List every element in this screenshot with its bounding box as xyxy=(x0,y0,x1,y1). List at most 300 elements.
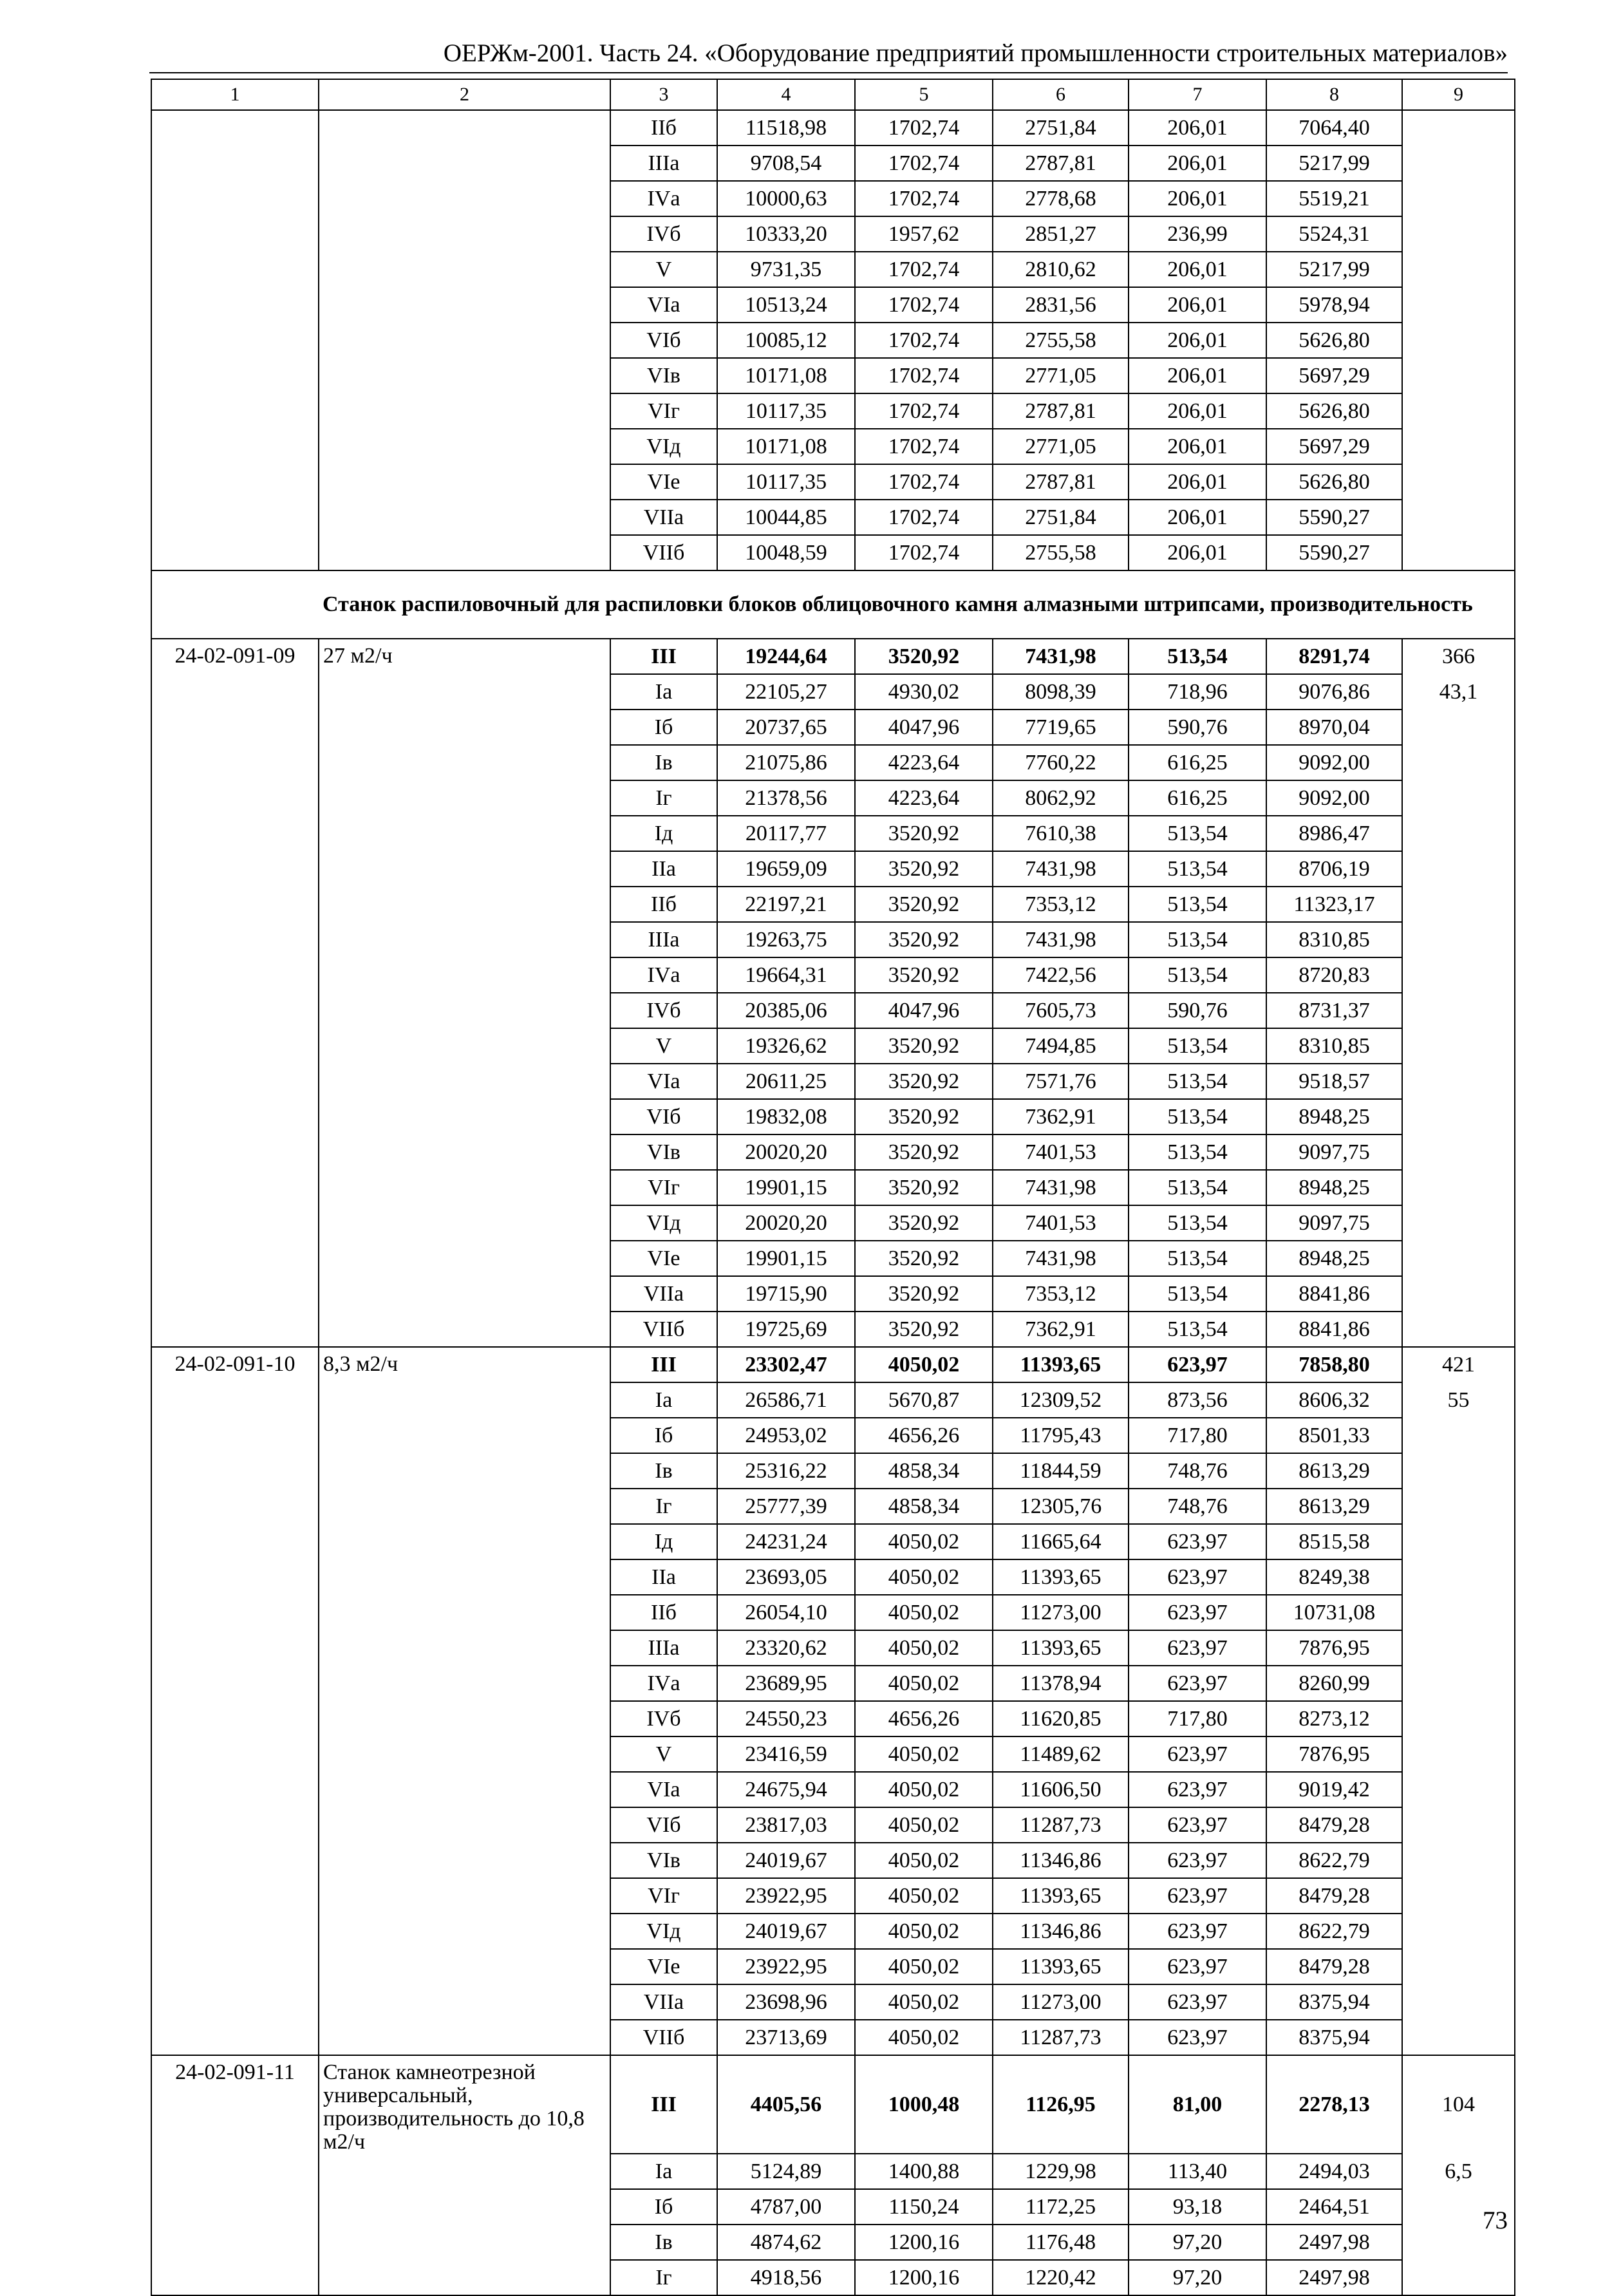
value-cell: 717,80 xyxy=(1129,1701,1266,1736)
value-cell: 20020,20 xyxy=(717,1134,855,1170)
table-row xyxy=(151,287,1515,323)
region-cell: VIа xyxy=(610,287,717,323)
value-cell: 11346,86 xyxy=(993,1843,1129,1878)
value-cell: 623,97 xyxy=(1129,1630,1266,1666)
value-cell: 20385,06 xyxy=(717,993,855,1028)
rate-code-cell xyxy=(151,500,319,535)
region-cell: Iа xyxy=(610,674,717,710)
col9-cell xyxy=(1402,1949,1515,1984)
value-cell: 623,97 xyxy=(1129,1666,1266,1701)
equipment-name-cell xyxy=(319,1134,610,1170)
value-cell: 623,97 xyxy=(1129,1524,1266,1559)
value-cell: 4050,02 xyxy=(855,1347,993,1382)
value-cell: 1200,16 xyxy=(855,2260,993,2295)
col9-cell xyxy=(1402,393,1515,429)
rate-code-cell xyxy=(151,745,319,780)
value-cell: 3520,92 xyxy=(855,887,993,922)
equipment-name: Станок камнеотрезной универсальный, производительность до 10,8 м2/ч xyxy=(323,2060,585,2154)
value-cell: 25777,39 xyxy=(717,1489,855,1524)
region-cell: VIг xyxy=(610,393,717,429)
value-cell: 5626,80 xyxy=(1266,393,1402,429)
value-cell: 1702,74 xyxy=(855,393,993,429)
rate-code-cell xyxy=(151,287,319,323)
value-cell: 8375,94 xyxy=(1266,1984,1402,2020)
table-row xyxy=(151,1064,1515,1099)
value-cell: 3520,92 xyxy=(855,1064,993,1099)
value-cell: 1000,48 xyxy=(855,2055,993,2154)
value-cell: 11378,94 xyxy=(993,1666,1129,1701)
equipment-name-cell xyxy=(319,287,610,323)
value-cell: 4050,02 xyxy=(855,1559,993,1595)
value-cell: 4050,02 xyxy=(855,1914,993,1949)
value-cell: 4050,02 xyxy=(855,1666,993,1701)
table-row xyxy=(151,1312,1515,1347)
value-cell: 23713,69 xyxy=(717,2020,855,2055)
col9-cell xyxy=(1402,146,1515,181)
value-cell: 23698,96 xyxy=(717,1984,855,2020)
table-row xyxy=(151,1241,1515,1276)
value-cell: 8375,94 xyxy=(1266,2020,1402,2055)
equipment-name-cell xyxy=(319,323,610,358)
value-cell: 8273,12 xyxy=(1266,1701,1402,1736)
value-cell: 4656,26 xyxy=(855,1701,993,1736)
value-cell: 206,01 xyxy=(1129,181,1266,216)
region-cell: IIа xyxy=(610,851,717,887)
col9-cell xyxy=(1402,1666,1515,1701)
region-cell: Iб xyxy=(610,1418,717,1453)
value-cell: 97,20 xyxy=(1129,2260,1266,2295)
rate-code-cell xyxy=(151,146,319,181)
region-cell: IIб xyxy=(610,887,717,922)
equipment-name-cell xyxy=(319,110,610,146)
value-cell: 10048,59 xyxy=(717,535,855,570)
col9-cell xyxy=(1402,1418,1515,1453)
value-cell: 19832,08 xyxy=(717,1099,855,1134)
rate-code-cell xyxy=(151,1666,319,1701)
region-cell: IVб xyxy=(610,993,717,1028)
value-cell: 7431,98 xyxy=(993,639,1129,674)
table-row xyxy=(151,1630,1515,1666)
equipment-name-cell xyxy=(319,393,610,429)
value-cell: 1702,74 xyxy=(855,323,993,358)
value-cell: 8720,83 xyxy=(1266,957,1402,993)
value-cell: 11795,43 xyxy=(993,1418,1129,1453)
column-number: 1 xyxy=(151,79,319,110)
value-cell: 1702,74 xyxy=(855,181,993,216)
region-cell: IIIа xyxy=(610,146,717,181)
equipment-name-cell xyxy=(319,2260,610,2295)
equipment-name-cell xyxy=(319,2189,610,2225)
equipment-name-cell xyxy=(319,1312,610,1347)
equipment-name-cell xyxy=(319,2055,610,2154)
value-cell: 513,54 xyxy=(1129,1205,1266,1241)
col9-cell xyxy=(1402,1241,1515,1276)
value-cell: 10117,35 xyxy=(717,464,855,500)
value-cell: 2831,56 xyxy=(993,287,1129,323)
value-cell: 8260,99 xyxy=(1266,1666,1402,1701)
value-cell: 1176,48 xyxy=(993,2225,1129,2260)
rate-code-cell xyxy=(151,1807,319,1843)
table-row xyxy=(151,535,1515,570)
value-cell: 12309,52 xyxy=(993,1382,1129,1418)
value-cell: 2787,81 xyxy=(993,146,1129,181)
region-cell: VIб xyxy=(610,323,717,358)
table-row xyxy=(151,887,1515,922)
region-cell: VIд xyxy=(610,429,717,464)
value-cell: 513,54 xyxy=(1129,1028,1266,1064)
region-cell: IIб xyxy=(610,110,717,146)
value-cell: 8970,04 xyxy=(1266,710,1402,745)
value-cell: 26054,10 xyxy=(717,1595,855,1630)
value-cell: 97,20 xyxy=(1129,2225,1266,2260)
rate-code-cell xyxy=(151,639,319,674)
equipment-name-cell xyxy=(319,1701,610,1736)
value-cell: 5590,27 xyxy=(1266,500,1402,535)
value-cell: 9708,54 xyxy=(717,146,855,181)
equipment-name-cell xyxy=(319,639,610,674)
equipment-name-cell xyxy=(319,535,610,570)
value-cell: 623,97 xyxy=(1129,1843,1266,1878)
value-cell: 623,97 xyxy=(1129,1347,1266,1382)
rate-code-cell xyxy=(151,393,319,429)
col9-cell: 421 xyxy=(1402,1347,1515,1382)
value-cell: 748,76 xyxy=(1129,1489,1266,1524)
value-cell: 3520,92 xyxy=(855,816,993,851)
table-row xyxy=(151,1807,1515,1843)
value-cell: 7494,85 xyxy=(993,1028,1129,1064)
rate-code-cell xyxy=(151,1772,319,1807)
value-cell: 623,97 xyxy=(1129,1559,1266,1595)
value-cell: 8479,28 xyxy=(1266,1949,1402,1984)
value-cell: 4223,64 xyxy=(855,780,993,816)
table-row xyxy=(151,1170,1515,1205)
equipment-name-cell xyxy=(319,780,610,816)
col9-cell xyxy=(1402,1984,1515,2020)
rate-code-cell xyxy=(151,1630,319,1666)
value-cell: 2787,81 xyxy=(993,393,1129,429)
value-cell: 4050,02 xyxy=(855,1772,993,1807)
col9-cell xyxy=(1402,1134,1515,1170)
value-cell: 206,01 xyxy=(1129,323,1266,358)
value-cell: 1702,74 xyxy=(855,110,993,146)
value-cell: 8622,79 xyxy=(1266,1843,1402,1878)
table-row xyxy=(151,1559,1515,1595)
value-cell: 3520,92 xyxy=(855,851,993,887)
value-cell: 7431,98 xyxy=(993,851,1129,887)
value-cell: 4050,02 xyxy=(855,1630,993,1666)
value-cell: 513,54 xyxy=(1129,851,1266,887)
value-cell: 3520,92 xyxy=(855,1205,993,1241)
col9-cell: 104 xyxy=(1402,2055,1515,2154)
col9-cell xyxy=(1402,1914,1515,1949)
value-cell: 19659,09 xyxy=(717,851,855,887)
equipment-name-cell xyxy=(319,1559,610,1595)
value-cell: 513,54 xyxy=(1129,1099,1266,1134)
region-cell: VIв xyxy=(610,358,717,393)
value-cell: 11323,17 xyxy=(1266,887,1402,922)
table-row xyxy=(151,2225,1515,2260)
value-cell: 113,40 xyxy=(1129,2154,1266,2189)
equipment-name-cell xyxy=(319,1347,610,1382)
value-cell: 8249,38 xyxy=(1266,1559,1402,1595)
value-cell: 590,76 xyxy=(1129,993,1266,1028)
table-row xyxy=(151,2189,1515,2225)
value-cell: 623,97 xyxy=(1129,1878,1266,1914)
value-cell: 19664,31 xyxy=(717,957,855,993)
equipment-name-cell xyxy=(319,1382,610,1418)
equipment-name-cell xyxy=(319,1524,610,1559)
equipment-name-cell xyxy=(319,1984,610,2020)
value-cell: 10731,08 xyxy=(1266,1595,1402,1630)
column-numbers-row xyxy=(151,79,1515,110)
rate-code-cell xyxy=(151,535,319,570)
rates-table xyxy=(151,79,1515,2296)
value-cell: 4050,02 xyxy=(855,1595,993,1630)
table-row xyxy=(151,993,1515,1028)
equipment-name-cell xyxy=(319,710,610,745)
rate-code-cell xyxy=(151,1736,319,1772)
rate-code-cell xyxy=(151,358,319,393)
table-row xyxy=(151,922,1515,957)
value-cell: 1220,42 xyxy=(993,2260,1129,2295)
value-cell: 8098,39 xyxy=(993,674,1129,710)
value-cell: 8841,86 xyxy=(1266,1276,1402,1312)
table-row xyxy=(151,500,1515,535)
value-cell: 11393,65 xyxy=(993,1949,1129,1984)
rate-code-cell xyxy=(151,816,319,851)
col9-cell xyxy=(1402,780,1515,816)
equipment-name xyxy=(323,111,606,116)
value-cell: 7401,53 xyxy=(993,1134,1129,1170)
region-cell: V xyxy=(610,1028,717,1064)
region-cell: VIа xyxy=(610,1772,717,1807)
value-cell: 8606,32 xyxy=(1266,1382,1402,1418)
value-cell: 20020,20 xyxy=(717,1205,855,1241)
region-cell: VIе xyxy=(610,1949,717,1984)
value-cell: 513,54 xyxy=(1129,957,1266,993)
region-cell: Iв xyxy=(610,745,717,780)
col9-cell xyxy=(1402,110,1515,146)
value-cell: 4050,02 xyxy=(855,1949,993,1984)
value-cell: 19725,69 xyxy=(717,1312,855,1347)
value-cell: 1702,74 xyxy=(855,287,993,323)
col9-cell xyxy=(1402,1701,1515,1736)
col9-cell xyxy=(1402,922,1515,957)
value-cell: 206,01 xyxy=(1129,535,1266,570)
equipment-name-cell xyxy=(319,2154,610,2189)
value-cell: 4050,02 xyxy=(855,1524,993,1559)
rate-code-cell xyxy=(151,993,319,1028)
value-cell: 3520,92 xyxy=(855,639,993,674)
value-cell: 5697,29 xyxy=(1266,429,1402,464)
rate-code-cell xyxy=(151,1312,319,1347)
value-cell: 11393,65 xyxy=(993,1630,1129,1666)
value-cell: 623,97 xyxy=(1129,1949,1266,1984)
region-cell: VIд xyxy=(610,1205,717,1241)
value-cell: 7353,12 xyxy=(993,1276,1129,1312)
region-cell: VIв xyxy=(610,1843,717,1878)
value-cell: 7362,91 xyxy=(993,1312,1129,1347)
col9-cell xyxy=(1402,464,1515,500)
table-row xyxy=(151,1914,1515,1949)
value-cell: 11393,65 xyxy=(993,1347,1129,1382)
rate-code-cell xyxy=(151,1701,319,1736)
value-cell: 21075,86 xyxy=(717,745,855,780)
rate-code-cell xyxy=(151,1347,319,1382)
rate-code-cell xyxy=(151,429,319,464)
region-cell: VIIб xyxy=(610,2020,717,2055)
value-cell: 5978,94 xyxy=(1266,287,1402,323)
value-cell: 8515,58 xyxy=(1266,1524,1402,1559)
rate-code-cell xyxy=(151,1134,319,1170)
col9-cell xyxy=(1402,710,1515,745)
rate-code: 24-02-091-09 xyxy=(174,644,295,668)
region-cell: VIб xyxy=(610,1807,717,1843)
table-row xyxy=(151,464,1515,500)
table-row xyxy=(151,1276,1515,1312)
value-cell: 236,99 xyxy=(1129,216,1266,252)
column-number: 2 xyxy=(319,79,610,110)
value-cell: 623,97 xyxy=(1129,1772,1266,1807)
value-cell: 1702,74 xyxy=(855,252,993,287)
value-cell: 11844,59 xyxy=(993,1453,1129,1489)
equipment-name-cell xyxy=(319,429,610,464)
col9-cell xyxy=(1402,287,1515,323)
value-cell: 8841,86 xyxy=(1266,1312,1402,1347)
equipment-name-cell xyxy=(319,887,610,922)
col9-cell: 43,1 xyxy=(1402,674,1515,710)
col9-cell xyxy=(1402,745,1515,780)
table-row xyxy=(151,1736,1515,1772)
region-cell: III xyxy=(610,639,717,674)
col9-cell xyxy=(1402,1028,1515,1064)
equipment-name-cell xyxy=(319,1453,610,1489)
value-cell: 93,18 xyxy=(1129,2189,1266,2225)
col9-cell xyxy=(1402,1099,1515,1134)
value-cell: 513,54 xyxy=(1129,1064,1266,1099)
value-cell: 23416,59 xyxy=(717,1736,855,1772)
value-cell: 23817,03 xyxy=(717,1807,855,1843)
value-cell: 1200,16 xyxy=(855,2225,993,2260)
table-row xyxy=(151,2055,1515,2154)
value-cell: 11393,65 xyxy=(993,1878,1129,1914)
value-cell: 7760,22 xyxy=(993,745,1129,780)
value-cell: 2751,84 xyxy=(993,500,1129,535)
table-row xyxy=(151,216,1515,252)
equipment-name-cell xyxy=(319,1949,610,1984)
value-cell: 513,54 xyxy=(1129,1312,1266,1347)
value-cell: 19263,75 xyxy=(717,922,855,957)
table-row xyxy=(151,745,1515,780)
value-cell: 5626,80 xyxy=(1266,323,1402,358)
column-number: 6 xyxy=(993,79,1129,110)
value-cell: 1957,62 xyxy=(855,216,993,252)
value-cell: 11273,00 xyxy=(993,1595,1129,1630)
value-cell: 206,01 xyxy=(1129,252,1266,287)
value-cell: 1702,74 xyxy=(855,464,993,500)
value-cell: 24953,02 xyxy=(717,1418,855,1453)
equipment-name-cell xyxy=(319,851,610,887)
value-cell: 9092,00 xyxy=(1266,745,1402,780)
value-cell: 206,01 xyxy=(1129,393,1266,429)
region-cell: Iг xyxy=(610,1489,717,1524)
rate-code-cell xyxy=(151,780,319,816)
equipment-name-cell xyxy=(319,358,610,393)
rate-code-cell xyxy=(151,922,319,957)
equipment-name-cell xyxy=(319,1878,610,1914)
region-cell: Iа xyxy=(610,2154,717,2189)
value-cell: 9076,86 xyxy=(1266,674,1402,710)
region-cell: Iд xyxy=(610,816,717,851)
value-cell: 5524,31 xyxy=(1266,216,1402,252)
rate-code-cell xyxy=(151,1489,319,1524)
equipment-name: 8,3 м2/ч xyxy=(323,1352,398,1376)
table-row xyxy=(151,1524,1515,1559)
rate-code-cell xyxy=(151,957,319,993)
equipment-name-cell xyxy=(319,993,610,1028)
value-cell: 8731,37 xyxy=(1266,993,1402,1028)
value-cell: 7401,53 xyxy=(993,1205,1129,1241)
value-cell: 19901,15 xyxy=(717,1170,855,1205)
region-cell: IIIа xyxy=(610,1630,717,1666)
page-header: ОЕРЖм-2001. Часть 24. «Оборудование предприятий промышленности строительных материалов» xyxy=(443,39,1508,67)
value-cell: 1172,25 xyxy=(993,2189,1129,2225)
equipment-name-cell xyxy=(319,816,610,851)
rate-code-cell xyxy=(151,1418,319,1453)
table-row xyxy=(151,323,1515,358)
equipment-name-cell xyxy=(319,1630,610,1666)
value-cell: 23302,47 xyxy=(717,1347,855,1382)
region-cell: Iб xyxy=(610,2189,717,2225)
region-cell: VIIа xyxy=(610,500,717,535)
equipment-name-cell xyxy=(319,745,610,780)
equipment-name-cell xyxy=(319,500,610,535)
table-row xyxy=(151,1949,1515,1984)
value-cell: 7876,95 xyxy=(1266,1630,1402,1666)
value-cell: 3520,92 xyxy=(855,1170,993,1205)
value-cell: 20117,77 xyxy=(717,816,855,851)
column-number: 5 xyxy=(855,79,993,110)
col9-cell xyxy=(1402,1843,1515,1878)
table-row xyxy=(151,1489,1515,1524)
table-row xyxy=(151,1028,1515,1064)
equipment-name-cell xyxy=(319,1205,610,1241)
region-cell: IIа xyxy=(610,1559,717,1595)
table-row xyxy=(151,146,1515,181)
equipment-name-cell xyxy=(319,922,610,957)
value-cell: 11606,50 xyxy=(993,1772,1129,1807)
value-cell: 5626,80 xyxy=(1266,464,1402,500)
equipment-name-cell xyxy=(319,1064,610,1099)
value-cell: 2787,81 xyxy=(993,464,1129,500)
value-cell: 12305,76 xyxy=(993,1489,1129,1524)
header-rule xyxy=(149,72,1508,73)
col9-cell xyxy=(1402,1878,1515,1914)
table-row xyxy=(151,1666,1515,1701)
rate-code xyxy=(156,111,314,116)
value-cell: 623,97 xyxy=(1129,1914,1266,1949)
value-cell: 206,01 xyxy=(1129,429,1266,464)
value-cell: 22197,21 xyxy=(717,887,855,922)
value-cell: 748,76 xyxy=(1129,1453,1266,1489)
col9-cell xyxy=(1402,816,1515,851)
value-cell: 10000,63 xyxy=(717,181,855,216)
value-cell: 25316,22 xyxy=(717,1453,855,1489)
value-cell: 7431,98 xyxy=(993,1170,1129,1205)
value-cell: 513,54 xyxy=(1129,639,1266,674)
col9-cell xyxy=(1402,216,1515,252)
value-cell: 513,54 xyxy=(1129,816,1266,851)
